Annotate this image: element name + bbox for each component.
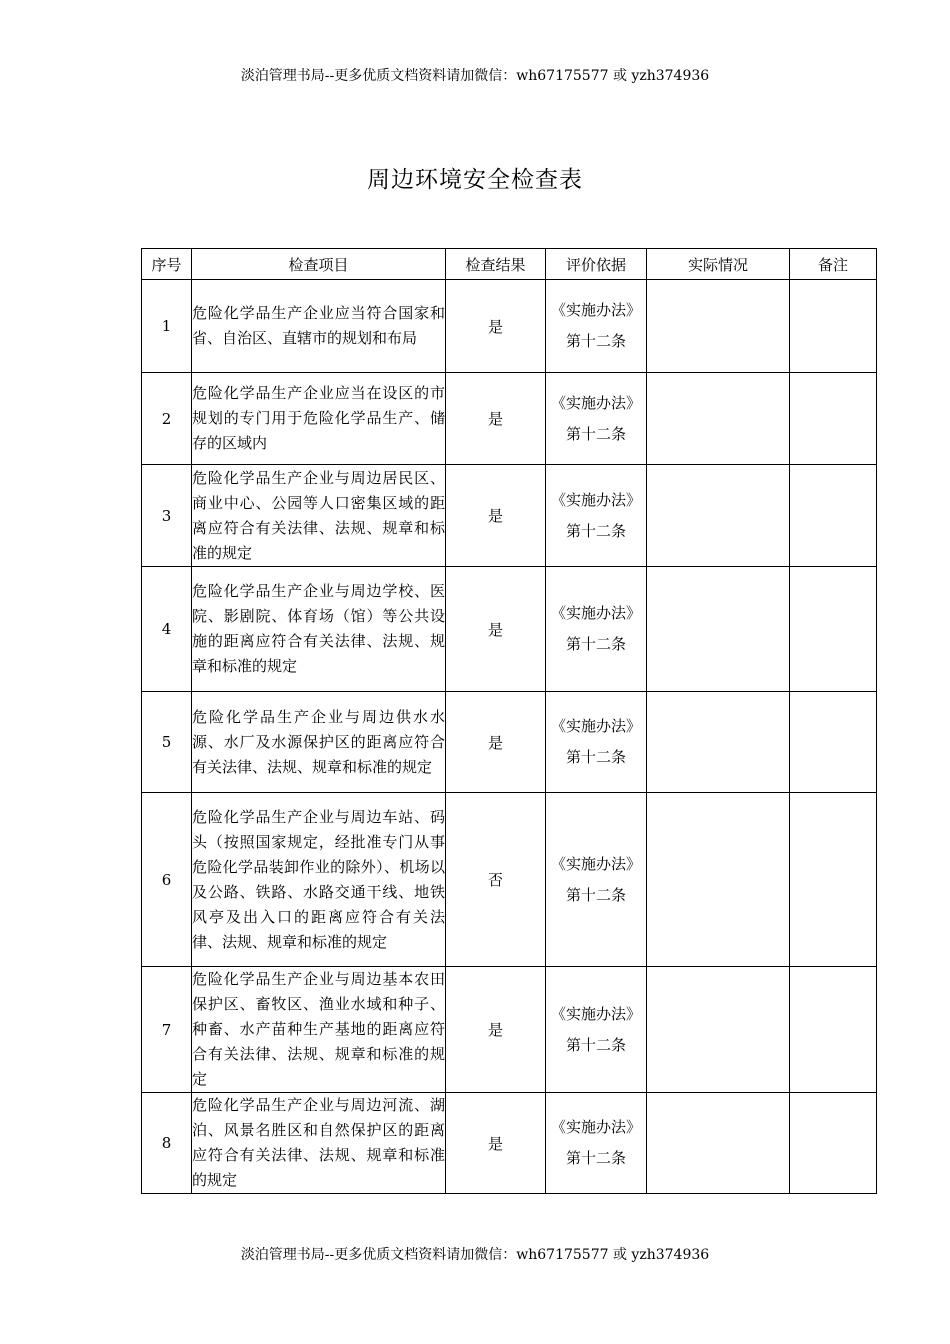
row-no: 3: [142, 465, 192, 567]
row-no: 1: [142, 280, 192, 373]
row-basis: 《实施办法》第十二条: [546, 280, 647, 373]
row-basis: 《实施办法》第十二条: [546, 567, 647, 692]
page-header-note: 淡泊管理书局--更多优质文档资料请加微信：wh67175577 或 yzh374936: [240, 68, 710, 84]
row-actual: [647, 567, 790, 692]
row-item: 危险化学品生产企业与周边车站、码头（按照国家规定，经批准专门从事危险化学品装卸作业的除外）、机场以及公路、铁路、水路交通干线、地铁风亭及出入口的距离应符合有关法律、法规、规章和标准的规定: [192, 793, 446, 967]
table-row: [142, 567, 877, 692]
row-result: 是: [446, 567, 546, 692]
row-no: 5: [142, 692, 192, 793]
page-footer-note: 淡泊管理书局--更多优质文档资料请加微信：wh67175577 或 yzh374936: [240, 1247, 710, 1263]
row-result: 否: [446, 793, 546, 967]
header-item: 检查项目: [192, 249, 446, 280]
table-row: [142, 465, 877, 567]
header-actual: 实际情况: [647, 249, 790, 280]
row-result: 是: [446, 967, 546, 1093]
row-remark: [790, 793, 877, 967]
row-no: 7: [142, 967, 192, 1093]
row-no: 4: [142, 567, 192, 692]
row-item: 危险化学品生产企业应当符合国家和省、自治区、直辖市的规划和布局: [192, 280, 446, 373]
page-title: 周边环境安全检查表: [367, 167, 583, 193]
row-actual: [647, 373, 790, 465]
row-basis: 《实施办法》第十二条: [546, 692, 647, 793]
row-result: 是: [446, 373, 546, 465]
table-row: [142, 793, 877, 967]
row-item: 危险化学品生产企业与周边河流、湖泊、风景名胜区和自然保护区的距离应符合有关法律、法规、规章和标准的规定: [192, 1093, 446, 1194]
table-row: [142, 1093, 877, 1194]
row-remark: [790, 567, 877, 692]
row-actual: [647, 1093, 790, 1194]
row-basis: 《实施办法》第十二条: [546, 465, 647, 567]
row-result: 是: [446, 280, 546, 373]
row-remark: [790, 1093, 877, 1194]
row-item: 危险化学品生产企业应当在设区的市规划的专门用于危险化学品生产、储存的区域内: [192, 373, 446, 465]
table-row: [142, 280, 877, 373]
header-result: 检查结果: [446, 249, 546, 280]
row-item: 危险化学品生产企业与周边基本农田保护区、畜牧区、渔业水域和种子、种畜、水产苗种生产基地的距离应符合有关法律、法规、规章和标准的规定: [192, 967, 446, 1093]
safety-check-table: [141, 248, 877, 1194]
table-row: [142, 373, 877, 465]
row-remark: [790, 465, 877, 567]
row-actual: [647, 793, 790, 967]
row-no: 6: [142, 793, 192, 967]
row-remark: [790, 373, 877, 465]
row-remark: [790, 967, 877, 1093]
header-no: 序号: [142, 249, 192, 280]
row-actual: [647, 280, 790, 373]
row-remark: [790, 280, 877, 373]
table-row: [142, 692, 877, 793]
row-basis: 《实施办法》第十二条: [546, 373, 647, 465]
row-remark: [790, 692, 877, 793]
row-item: 危险化学品生产企业与周边居民区、商业中心、公园等人口密集区域的距离应符合有关法律、法规、规章和标准的规定: [192, 465, 446, 567]
table-header-row: [142, 249, 877, 280]
row-item: 危险化学品生产企业与周边供水水源、水厂及水源保护区的距离应符合有关法律、法规、规章和标准的规定: [192, 692, 446, 793]
row-result: 是: [446, 465, 546, 567]
row-result: 是: [446, 1093, 546, 1194]
row-basis: 《实施办法》第十二条: [546, 1093, 647, 1194]
row-no: 2: [142, 373, 192, 465]
header-basis: 评价依据: [546, 249, 647, 280]
row-no: 8: [142, 1093, 192, 1194]
row-basis: 《实施办法》第十二条: [546, 967, 647, 1093]
row-actual: [647, 967, 790, 1093]
row-actual: [647, 692, 790, 793]
row-actual: [647, 465, 790, 567]
row-basis: 《实施办法》第十二条: [546, 793, 647, 967]
header-remark: 备注: [790, 249, 877, 280]
row-result: 是: [446, 692, 546, 793]
row-item: 危险化学品生产企业与周边学校、医院、影剧院、体育场（馆）等公共设施的距离应符合有关法律、法规、规章和标准的规定: [192, 567, 446, 692]
table-row: [142, 967, 877, 1093]
